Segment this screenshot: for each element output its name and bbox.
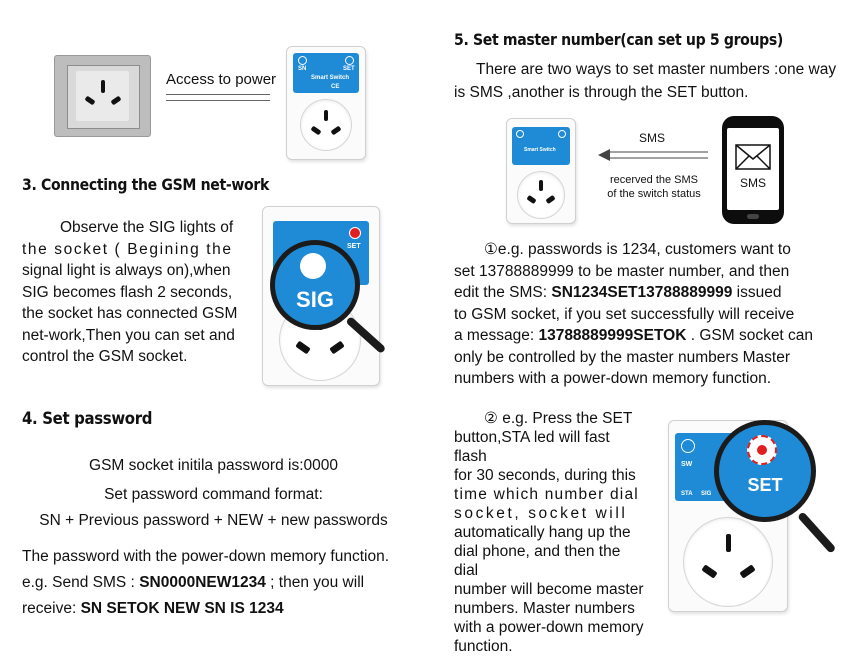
example-2-block xyxy=(454,409,644,656)
phone-image xyxy=(722,116,784,224)
access-arrow-line xyxy=(166,94,270,95)
master-intro-line-1: There are two ways to set master numbers :one way xyxy=(476,61,837,78)
section-3-line: net-work,Then you can set and xyxy=(22,326,235,344)
sms-arrow-label: SMS xyxy=(638,131,665,145)
example-2-line: button,STA led will fast flash xyxy=(454,429,610,465)
magnifier-handle xyxy=(797,511,836,554)
wall-socket-image xyxy=(54,55,151,137)
example-2-line: automatically hang up the xyxy=(454,524,631,541)
status-label-line-1: recerved the SMS xyxy=(609,174,699,186)
password-memory-text: The password with the power-down memory function. xyxy=(22,548,389,565)
example-1-line: ①e.g. passwords is 1234, customers want to xyxy=(484,241,791,258)
section-3-body xyxy=(22,217,241,368)
example-1-line: only be controlled by the master numbers Master xyxy=(454,348,790,366)
example-2-line: numbers. Master numbers xyxy=(454,600,635,617)
example-2-line: number will become master xyxy=(454,581,644,598)
example-2-line: with a power-down memory xyxy=(454,619,644,636)
example-1-line: numbers with a power-down memory function. xyxy=(454,370,772,387)
gsm-socket-sig-image: SET xyxy=(262,206,380,386)
receive-example: receive: SN SETOK NEW SN IS 1234 xyxy=(22,600,284,617)
section-3-line: the socket has connected GSM xyxy=(22,305,238,322)
initial-password-text: GSM socket initila password is:0000 xyxy=(89,457,338,474)
master-intro-line-2: is SMS ,another is through the SET button. xyxy=(454,84,749,101)
sms-arrow-icon xyxy=(598,146,710,166)
example-2-line: function. xyxy=(454,638,513,655)
set-label: SET xyxy=(747,475,783,495)
envelope-icon xyxy=(735,144,771,170)
section-4-heading: 4. Set password xyxy=(22,409,153,429)
sig-led-icon xyxy=(300,253,326,279)
gsm-socket-image: SN SET Smart Switch CE xyxy=(286,46,366,160)
example-2-line: socket, socket will xyxy=(454,505,628,522)
example-2-line: dial phone, and then the dial xyxy=(454,543,621,579)
gsm-socket-sms-image: Smart Switch xyxy=(506,118,576,224)
section-5-heading: 5. Set master number(can set up 5 groups) xyxy=(454,30,783,49)
example-1-line: edit the SMS: SN1234SET13788889999 issued xyxy=(454,284,782,301)
sig-label: SIG xyxy=(296,287,334,312)
send-sms-example: e.g. Send SMS : SN0000NEW1234 ; then you will xyxy=(22,574,365,591)
magnifier-icon xyxy=(270,240,360,330)
example-2-line: time which number dial xyxy=(454,486,639,503)
section-3-line: SIG becomes flash 2 seconds, xyxy=(22,283,233,301)
gsm-socket-set-image: SW STA SIG xyxy=(668,420,788,612)
section-3-line: signal light is always on),when xyxy=(22,262,231,279)
section-3-line: Observe the SIG lights of xyxy=(60,219,234,236)
command-format-text: SN + Previous password + NEW + new passwords xyxy=(39,512,388,529)
example-1-line: a message: 13788889999SETOK . GSM socket can xyxy=(454,327,814,344)
example-1-block xyxy=(454,239,823,390)
access-to-power-label: Access to power xyxy=(166,71,277,88)
example-2-line: for 30 seconds, during this xyxy=(454,467,636,484)
access-arrow-line-2 xyxy=(166,100,270,101)
set-led-icon xyxy=(747,435,777,465)
section-3-line: control the GSM socket. xyxy=(22,348,188,365)
status-label-line-2: of the switch status xyxy=(607,188,701,200)
command-format-label: Set password command format: xyxy=(104,486,323,503)
section-3-heading: 3. Connecting the GSM net-work xyxy=(22,175,269,194)
phone-sms-label: SMS xyxy=(739,176,766,190)
example-2-line: ② e.g. Press the SET xyxy=(484,410,633,427)
example-1-line: to GSM socket, if you set successfully will receive xyxy=(454,305,795,323)
section-3-line: the socket ( Begining the xyxy=(22,240,233,258)
example-1-line: set 13788889999 to be master number, and then xyxy=(454,262,790,280)
magnifier-icon xyxy=(714,420,816,522)
